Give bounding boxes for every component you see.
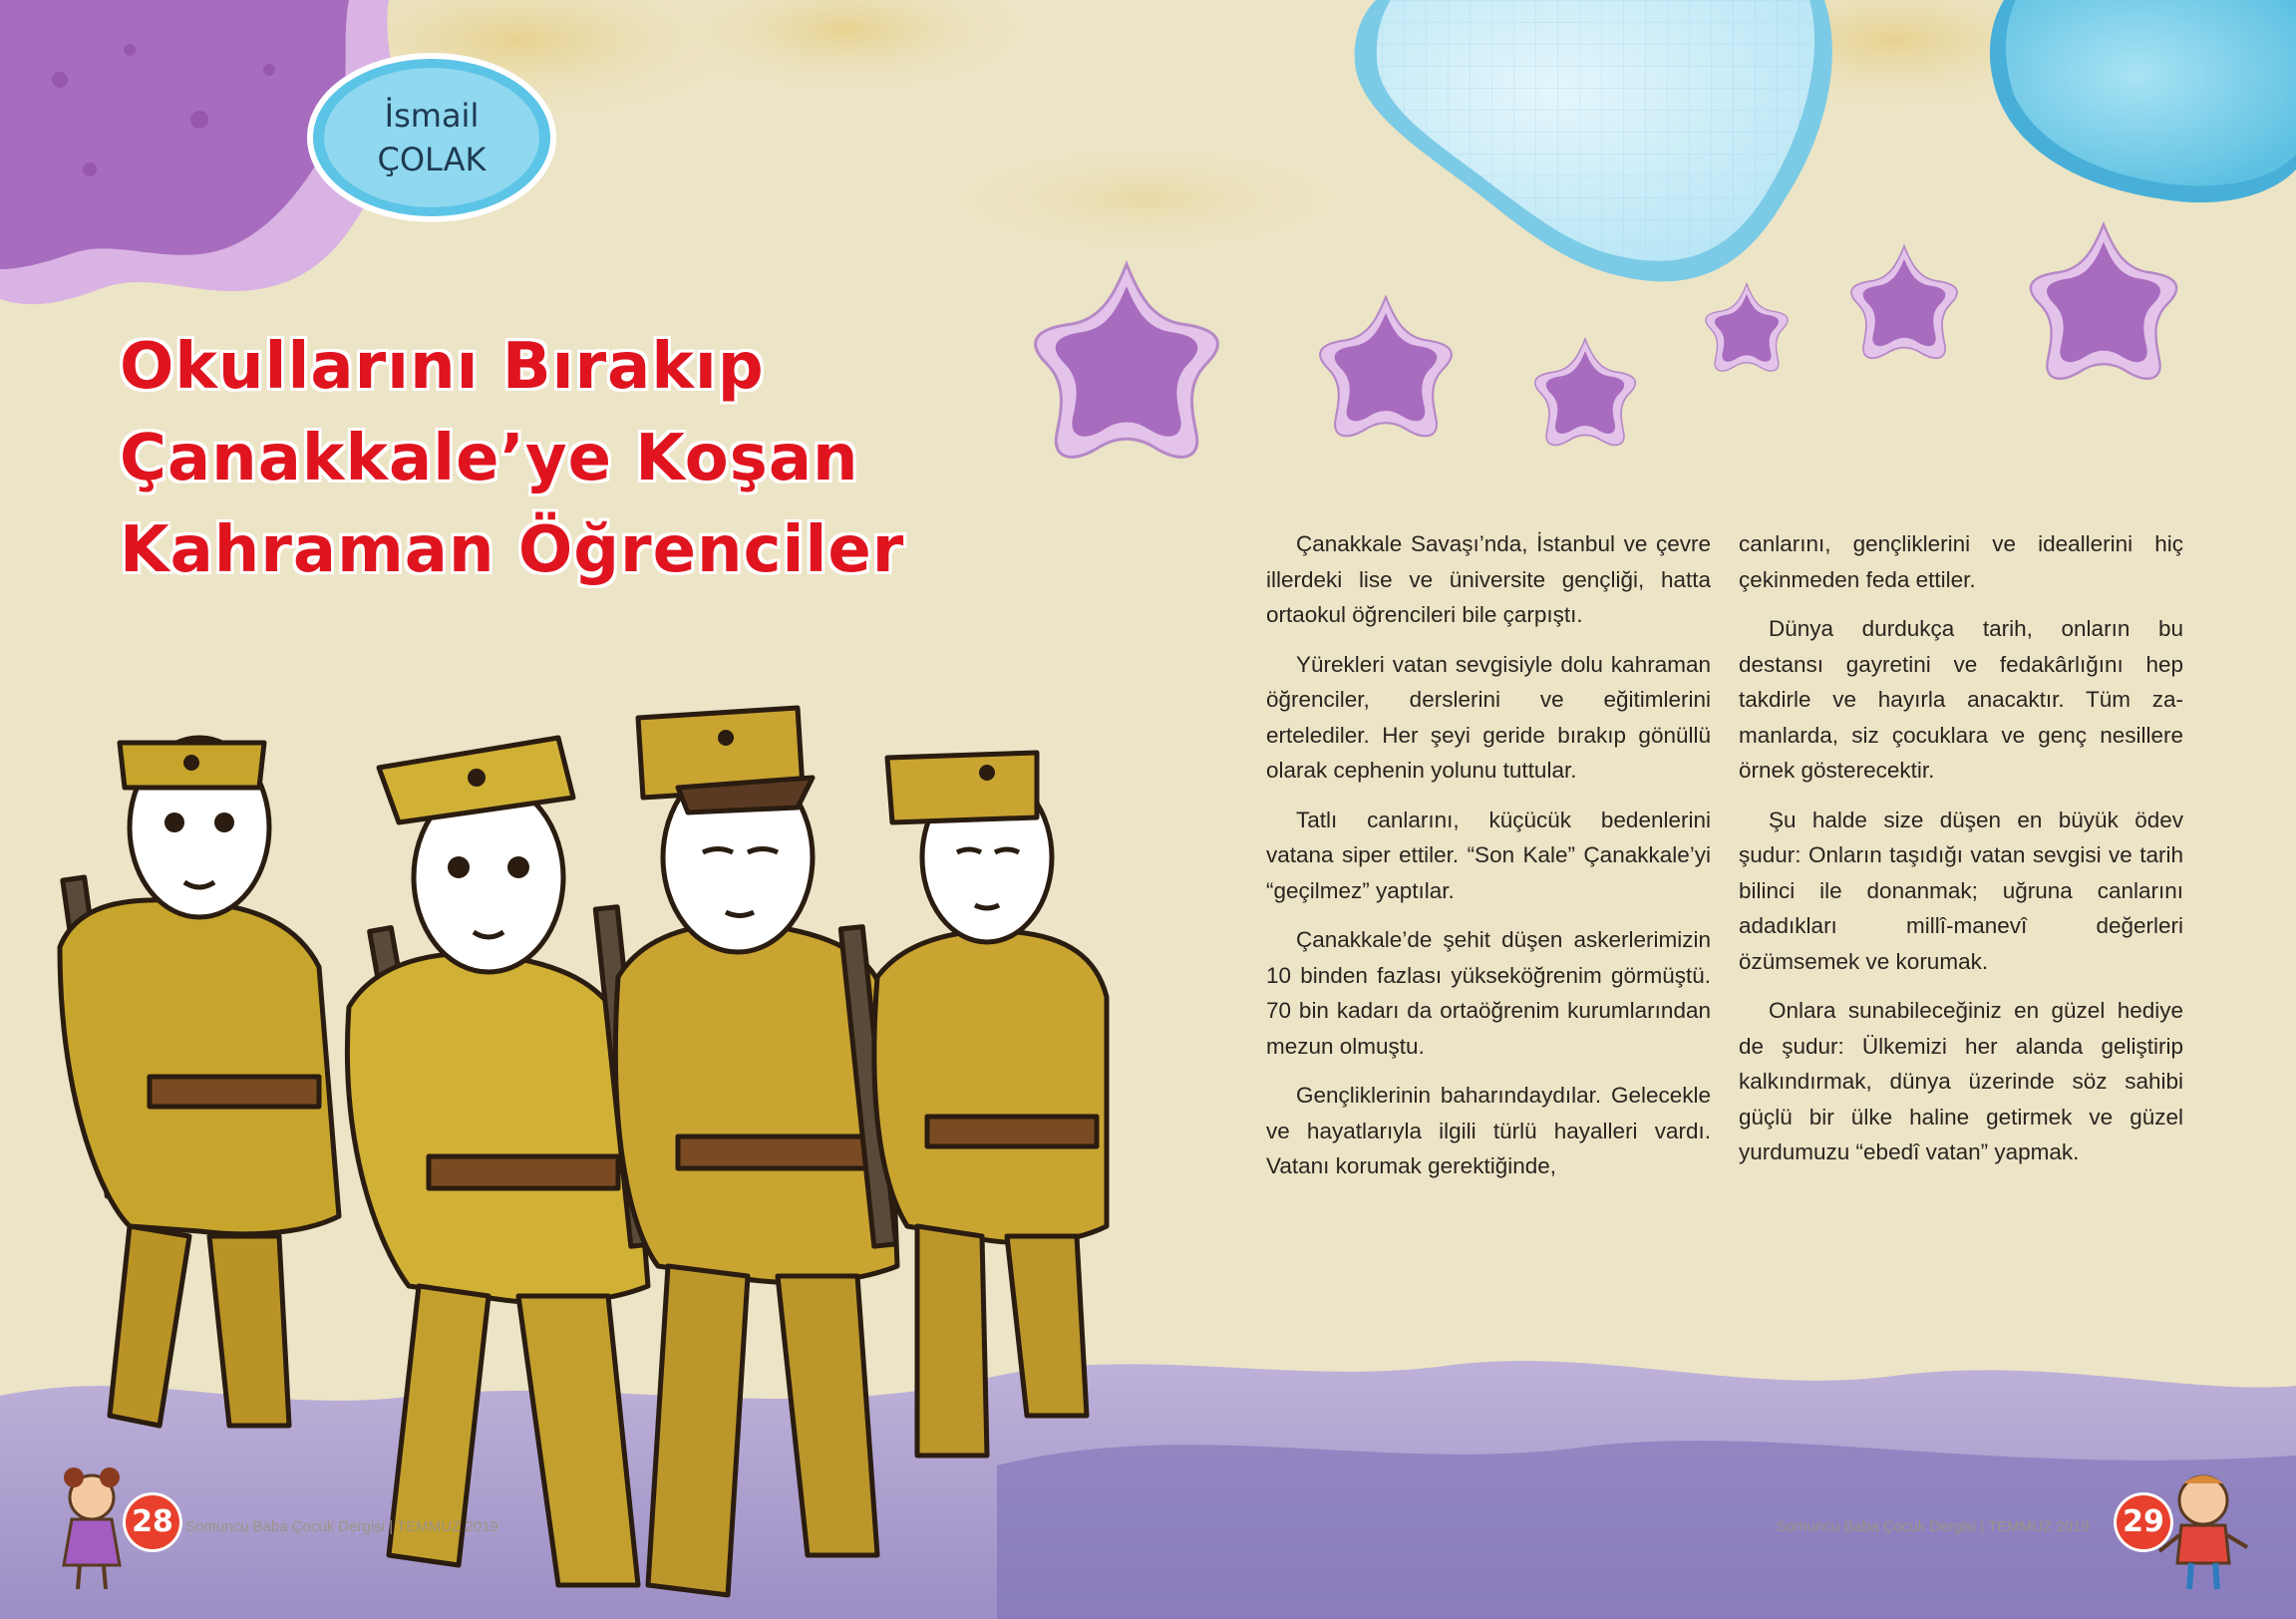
body-paragraph: Gençliklerinin baharındaydılar. Gelecekle ve hayatlarıyla ilgili türlü hayalleri vardı. Vatanı korumak gerektiğinde, [1266, 1083, 1711, 1178]
top-cloud [927, 140, 1366, 259]
article-title [120, 321, 1037, 596]
page-number-left: 28 [126, 1495, 179, 1549]
body-paragraph: Çanakkale’de şehit düşen askerlerimizin 10 binden fazlası yükseköğrenim görmüştü. 70 bin kadarı da ortaöğrenim kurumlarından mezun olmuştu. [1266, 927, 1711, 1059]
title-line: Okullarını Bırakıp [120, 330, 765, 404]
body-paragraph: Çanakkale Savaşı’nda, İstanbul ve çevre illerdeki lise ve üniversite gençliği, hatta ortaokul öğrencileri bile çarpıştı. [1266, 531, 1711, 627]
author-badge [317, 64, 546, 211]
body-paragraph: Tatlı canlarını, küçücük bedenlerini vatana siper ettiler. “Son Kale” Çanakkale’yi “geçilmez” yaptılar. [1266, 807, 1711, 903]
body-paragraph: Onlara sunabileceğiniz en güzel hediye de şudur: Ülkemizi her alanda geliştirip kalkındırmak, dünya üzerinde söz sahibi güçlü bir ülke haline getirmek ve güzel yurdumuzu “ebedî vatan” yapmak. [1739, 998, 2183, 1164]
body-column-2 [1739, 526, 2183, 1184]
body-paragraph: Şu halde size düşen en büyük ödev şudur: Onların taşıdığı vatan sevgisi ve tarih bilinci ile donanmak; uğruna canlarını adadıkları millî-manevî değerleri özümsemek ve korumak. [1739, 807, 2183, 974]
footer-magazine-name-left: Somuncu Baba Çocuk Dergisi | TEMMUZ 2019 [185, 1518, 498, 1535]
soldier-child-1 [60, 738, 339, 1426]
page-number-right: 29 [2117, 1495, 2170, 1549]
body-paragraph-continuation: canlarını, gençliklerini ve ideallerini hiç çekinmeden feda ettiler. [1739, 531, 2183, 592]
title-line: Çanakkale’ye Koşan [120, 422, 859, 495]
footer-magazine-name-right: Somuncu Baba Çocuk Dergisi | TEMMUZ 2019 [1777, 1518, 2090, 1535]
title-line: Kahraman Öğrenciler [120, 513, 905, 587]
soldier-child-4 [840, 753, 1107, 1456]
author-first-name: İsmail [384, 97, 480, 135]
body-paragraph: Yürekleri vatan sevgisiyle dolu kahraman öğrenciler, derslerini ve eğitimlerini ertelediler. Her şeyi geride bırakıp gönüllü olarak cephenin yolunu tuttular. [1266, 651, 1711, 783]
body-paragraph: Dünya durdukça tarih, onların bu destansı gayretini ve fedakârlığını hep takdirle ve hayırla anacaktır. Tüm zamanlarda, siz çocuklara ve genç nesillere örnek gösterecektir. [1739, 616, 2183, 783]
purple-ground-shade [997, 1441, 2296, 1619]
author-last-name: ÇOLAK [377, 141, 487, 178]
body-column-1 [1266, 526, 1711, 1198]
